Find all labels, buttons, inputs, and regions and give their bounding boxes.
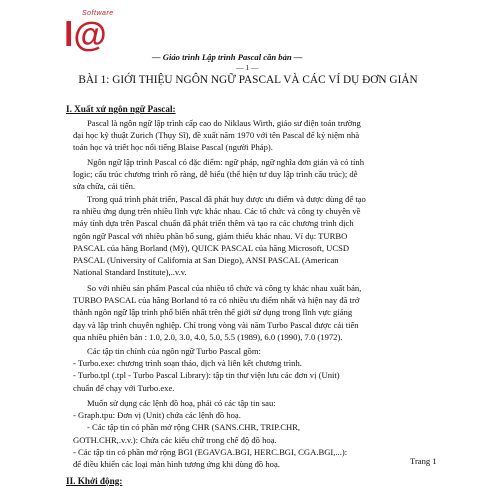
paragraph-1: [73, 117, 435, 154]
p4-line: dạy và lập trình chuyên nghiệp. Chỉ trong vòng vài năm Turbo Pascal được cải tiến: [73, 319, 359, 330]
paragraph-2: [73, 156, 435, 193]
lesson-title: BÀI 1: GIỚI THIỆU NGÔN NGỮ PASCAL VÀ CÁC VÍ DỤ ĐƠN GIẢN: [78, 74, 418, 86]
p3-line: Trong quá trình phát triển, Pascal đã phát huy được ưu điểm và được dùng để tạo: [87, 194, 366, 204]
p3-line: máy tính dựa trên Pascal chuẩn đã phát triển thêm và tạo ra các chương trình dịch: [73, 218, 354, 229]
p3-line: National Standard Institute),..v.v.: [73, 267, 187, 278]
logo: [60, 10, 140, 58]
p6-line: để điều khiển các loại màn hình tương ứng khi dùng đồ hoạ.: [73, 459, 280, 470]
p6-line: - Các tập tin có phần mở rộng BGI (EGAVGA.BGI, HERC.BGI, CGA.BGI,...):: [73, 446, 348, 457]
logo-mark: l@: [64, 16, 107, 54]
p5-line: chuẩn để chạy với Turbo.exe.: [73, 382, 175, 393]
p3-line: PASCAL của hãng Borland (Mỹ), QUICK PASCAL của hãng Microsoft, UCSD: [73, 242, 350, 253]
p4-line: TURBO PASCAL của hãng Borland tỏ ra có nhiều ưu điểm nhất và hiện nay đã trở: [73, 295, 360, 306]
p5-line: - Turbo.exe: chương trình soạn thảo, dịch và liên kết chương trình.: [73, 358, 302, 369]
p1-line: toán học và triết học nổi tiếng Blaise Pascal (người Pháp).: [73, 142, 273, 153]
p4-line: So với nhiều sản phẩm Pascal của nhiều tổ chức và công ty khác nhau xuất bản,: [87, 283, 362, 293]
p1-line: Pascal là ngôn ngữ lập trình cấp cao do Niklaus Wirth, giáo sư điện toán trường: [87, 118, 361, 128]
top-page-number: — 1 —: [236, 63, 259, 72]
section-heading-startup: II. Khởi động:: [66, 476, 123, 486]
p4-line: qua nhiều phiên bản : 1.0, 2.0, 3.0, 4.0, 5.0, 5.5 (1989), 6.0 (1990), 7.0 (1972).: [73, 331, 343, 342]
p4-line: thành ngôn ngữ lập trình phổ biến nhất trên thế giới sử dụng trong lĩnh vực giảng: [73, 307, 353, 318]
paragraph-6: [73, 397, 435, 470]
p5-line: - Turbo.tpl (.tpl - Turbo Pascal Library): tập tin thư viện lưu các đơn vị (Unit): [73, 370, 340, 381]
p2-line: sửa chữa, cải tiến.: [73, 181, 136, 192]
paragraph-5: [73, 345, 435, 394]
p3-line: ra nhiều ứng dụng trên nhiều lĩnh vực khác nhau. Các tổ chức và công ty chuyên về: [73, 206, 361, 217]
p3-line: ngôn ngữ Pascal với nhiều phần bổ sung, giảm thiểu khác nhau. Ví dụ: TURBO: [73, 230, 348, 241]
p6-line: Muốn sử dụng các lệnh đồ hoạ, phải có các tập tin sau:: [87, 398, 276, 408]
p6-line: - Graph.tpu: Đơn vị (Unit) chứa các lệnh đồ hoạ.: [73, 410, 241, 421]
p6-line: GOTH.CHR,.v.v.): Chứa các kiểu chữ trong chế độ đồ hoạ.: [73, 434, 277, 445]
p2-line: logic; cấu trúc chương trình rõ ràng, dễ hiểu (thể hiện tư duy lập trình cấu trúc); dễ: [73, 169, 358, 180]
p3-line: PASCAL (University of California at San Diego), ANSI PASCAL (American: [73, 255, 339, 266]
p5-line: Các tập tin chính của ngôn ngữ Turbo Pascal gồm:: [87, 346, 261, 356]
p6-line: - Các tập tin có phần mở rộng CHR (SANS.CHR, TRIP.CHR,: [87, 422, 301, 433]
paragraph-4: [73, 282, 435, 343]
logo-software-text: Software: [82, 10, 114, 17]
section-heading-origin: I. Xuất xứ ngôn ngữ Pascal:: [66, 104, 176, 114]
p2-line: Ngôn ngữ lập trình Pascal có đặc điểm: ngữ pháp, ngữ nghĩa đơn giản và có tính: [87, 157, 364, 167]
footer-page-number: Trang 1: [410, 456, 437, 466]
p1-line: đại học kỹ thuật Zurich (Thụy Sĩ), đề xuất năm 1970 với tên Pascal để kỷ niệm nhà: [73, 130, 360, 141]
course-header: — Giáo trình Lập trình Pascal căn bản —: [152, 52, 303, 62]
paragraph-3: [73, 193, 435, 278]
